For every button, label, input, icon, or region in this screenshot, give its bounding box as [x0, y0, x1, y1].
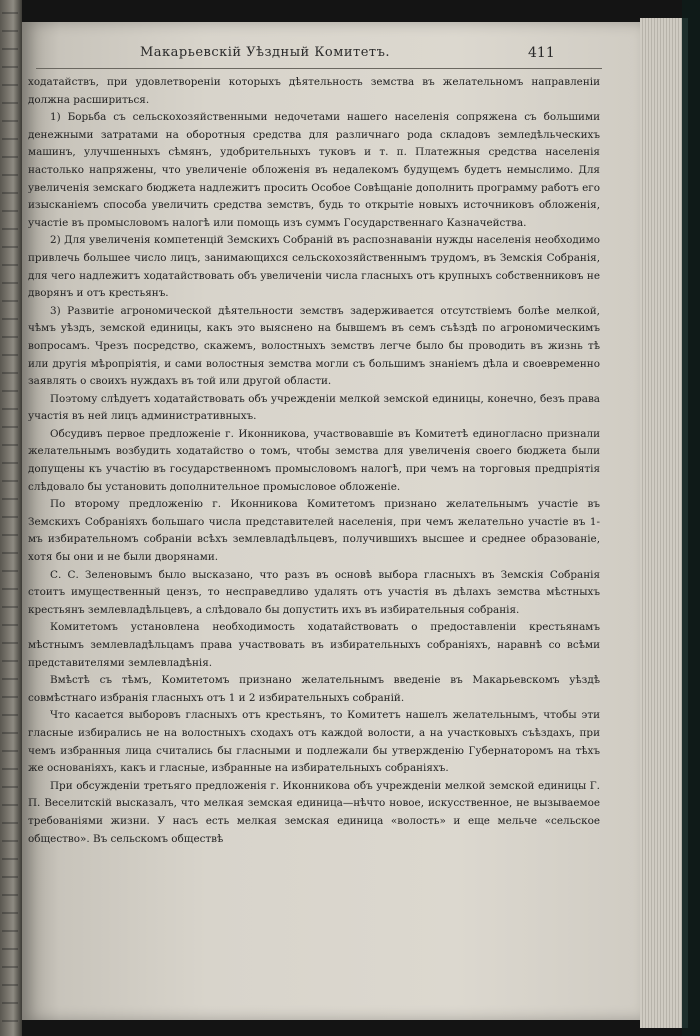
paragraph: 2) Для увеличенія компетенцій Земскихъ Собраній въ распознаваніи нужды населенія необходимо привлечь большее число лицъ, занимающихся сельскохозяйственнымъ трудомъ, въ Земскія Собранія, для чего надлежитъ ходатайствовать объ увеличеніи числа гласныхъ отъ крупныхъ собственниковъ не дворянъ и отъ крестьянъ.: [28, 234, 600, 300]
paragraph: Обсудивъ первое предложеніе г. Иконникова, участвовавшіе въ Комитетѣ единогласно признали желательнымъ возбудить ходатайство о томъ, чтобы земства для увеличенія своего бюджета были допущены къ участію въ государственномъ промысловомъ налогѣ, при чемъ на торговыя предпріятія слѣдовало бы установить дополнительное промысловое обложеніе.: [28, 427, 600, 493]
paragraph: С. С. Зеленовымъ было высказано, что разъ въ основѣ выбора гласныхъ въ Земскія Собранія стоитъ имущественный цензъ, то несправедливо удалять отъ участія въ дѣлахъ земства мѣстныхъ крестьянъ землевладѣльцевъ, а слѣдовало бы допустить ихъ въ избирательныя собранія.: [28, 568, 600, 616]
paragraph: По второму предложенію г. Иконникова Комитетомъ признано желательнымъ участіе въ Земскихъ Собраніяхъ большаго числа представителей населенія, при чемъ желательно участіе въ 1-мъ избирательномъ собраніи всѣхъ землевладѣльцевъ, получившихъ высшее и среднее образованіе, хотя бы они и не были дворянами.: [28, 498, 600, 564]
paragraph: Что касается выборовъ гласныхъ отъ крестьянъ, то Комитетъ нашелъ желательнымъ, чтобы эти гласные избирались не на волостныхъ сходахъ отъ каждой волости, а на участковыхъ съѣздахъ, при чемъ избранныя лица считались бы гласными и подлежали бы утвержденію Губернаторомъ на тѣхъ же основаніяхъ, какъ и гласные, избранные на избирательныхъ собраніяхъ.: [28, 709, 600, 775]
page-stack-edge: [640, 18, 688, 1028]
page-number: 411: [528, 45, 555, 61]
paragraph: При обсужденіи третьяго предложенія г. Иконникова объ учрежденіи мелкой земской единицы Г. П. Веселитскій высказалъ, что мелкая земская единица—нѣчто новое, искусственное, не вызываемое требованіями жизни. У насъ есть мелкая земская единица «волость» и еще мельче «сельское общество». Въ сельскомъ обществѣ: [28, 779, 600, 845]
paragraph: 3) Развитіе агрономической дѣятельности земствъ задерживается отсутствіемъ болѣе мелкой, чѣмъ уѣздъ, земской единицы, какъ это выяснено на бывшемъ въ семъ съѣздѣ по агрономическимъ вопросамъ. Чрезъ посредство, скажемъ, волостныхъ земствъ легче было бы проводить въ жизнь тѣ или другія мѣропріятія, и сами волостныя земства могли съ большимъ знаніемъ дѣла и своевременно заявлять о своихъ нуждахъ въ той или другой области.: [28, 304, 600, 388]
header-rule: [36, 68, 602, 69]
running-title: Макарьевскій Уѣздный Комитетъ.: [140, 45, 390, 60]
paragraph: Комитетомъ установлена необходимость ходатайствовать о предоставленіи крестьянамъ мѣстнымъ землевладѣльцамъ права участвовать въ избирательныхъ собраніяхъ, наравнѣ со всѣми представителями землевладѣнія.: [28, 621, 600, 669]
previous-page-text-fragment: [2, 0, 18, 1036]
paragraph: Вмѣстѣ съ тѣмъ, Комитетомъ признано желательнымъ введеніе въ Макарьевскомъ уѣздѣ совмѣстнаго избранія гласныхъ отъ 1 и 2 избирательныхъ собраній.: [28, 674, 600, 704]
paragraph: Поэтому слѣдуетъ ходатайствовать объ учрежденіи мелкой земской единицы, конечно, безъ права участія въ ней лицъ административныхъ.: [28, 392, 600, 423]
paragraph: 1) Борьба съ сельскохозяйственными недочетами нашего населенія сопряжена съ большими денежными затратами на оборотныя средства для различнаго рода складовъ земледѣльческихъ машинъ, улучшенныхъ сѣмянъ, удобрительныхъ туковъ и т. п. Платежныя средства населенія настолько напряжены, что увеличеніе обложенія въ недалекомъ будущемъ будетъ немыслимо. Для увеличенія земскаго бюджета надлежитъ просить Особое Совѣщаніе дополнить программу работъ его изысканіемъ способа увеличить средства земствъ, будь то открытіе новыхъ источниковъ обложенія, участіе въ промысловомъ налогѣ или помощь изъ суммъ Государственнаго Казначейства.: [28, 111, 600, 229]
previous-page-edge: [0, 0, 22, 1036]
page-body: [28, 74, 600, 848]
paragraph: ходатайствъ, при удовлетвореніи которыхъ дѣятельность земства въ желательномъ направленіи должна расшириться.: [28, 76, 600, 106]
